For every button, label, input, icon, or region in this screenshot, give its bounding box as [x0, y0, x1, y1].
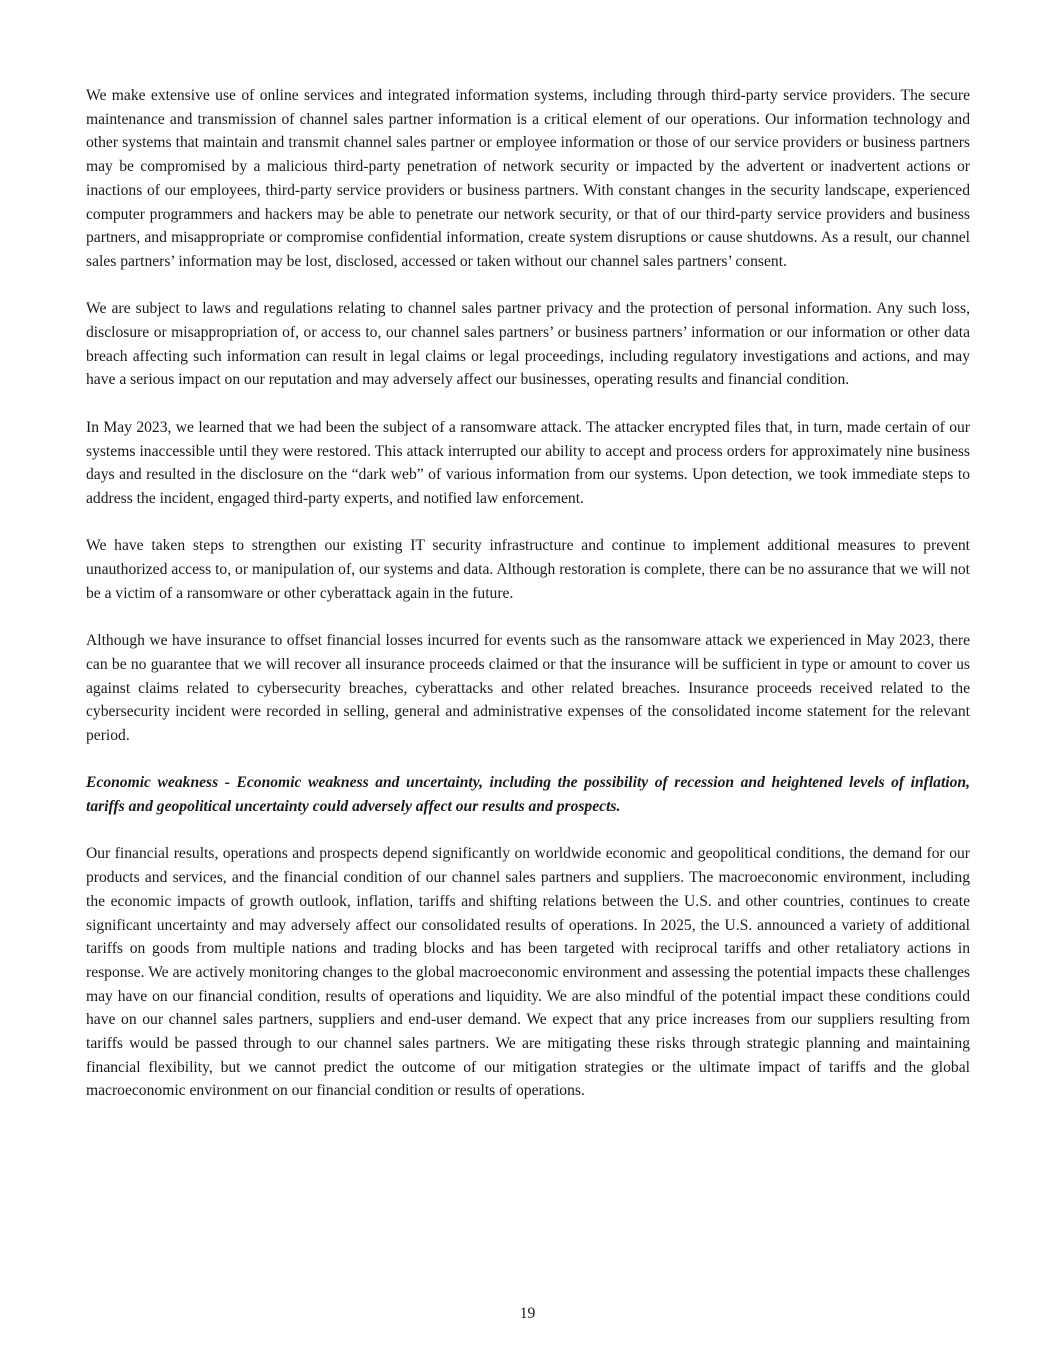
paragraph-insurance: Although we have insurance to offset financial losses incurred for events such as the ransomware attack we experienced in May 2023, there can be no guarantee that we will recover all insurance proceeds claimed or that the insurance will be sufficient in type or amount to cover us against claims related to cybersecurity breaches, cyberattacks and other related breaches. Insurance proceeds received related to the cybersecurity incident were recorded in selling, general and administrative expenses of the consolidated income statement for the relevant period.	[86, 632, 970, 744]
paragraph-privacy-regulations: We are subject to laws and regulations relating to channel sales partner privacy and the protection of personal information. Any such loss, disclosure or misappropriation of, or access to, our channel sales partners’ or business partners’ information or our information or other data breach affecting such information can result in legal claims or legal proceedings, including regulatory investigations and actions, and may have a serious impact on our reputation and may adversely affect our businesses, operating results and financial condition.	[86, 300, 970, 389]
paragraph-economic-conditions: Our financial results, operations and prospects depend significantly on worldwide economic and geopolitical conditions, the demand for our products and services, and the financial condition of our channel sales partners and suppliers. The macroeconomic environment, including the economic impacts of growth outlook, inflation, tariffs and shifting relations between the U.S. and other countries, continues to create significant uncertainty and may adversely affect our consolidated results of operations. In 2025, the U.S. announced a variety of additional tariffs on goods from multiple nations and trading blocks and has been targeted with reciprocal tariffs and other retaliatory actions in response. We are actively monitoring changes to the global macroeconomic environment and assessing the potential impacts these challenges may have on our financial condition, results of operations and liquidity. We are also mindful of the potential impact these conditions could have on our channel sales partners, suppliers and end-user demand. We expect that any price increases from our suppliers resulting from tariffs would be passed through to our channel sales partners. We are mitigating these risks through strategic planning and maintaining financial flexibility, but we cannot predict the outcome of our mitigation strategies or the ultimate impact of tariffs and the global macroeconomic environment on our financial condition or results of operations.	[86, 845, 970, 1100]
page-number: 19	[519, 1305, 536, 1322]
section-heading-economic-weakness: Economic weakness - Economic weakness and uncertainty, including the possibility of recession and heightened levels of inflation, tariffs and geopolitical uncertainty could adversely affect our results and prospects.	[86, 774, 970, 816]
paragraph-cybersecurity-systems: We make extensive use of online services and integrated information systems, including through third-party service providers. The secure maintenance and transmission of channel sales partner information is a critical element of our operations. Our information technology and other systems that maintain and transmit channel sales partner or employee information or those of our service providers or business partners may be compromised by a malicious third-party penetration of network security or impacted by the advertent or inadvertent actions or inactions of our employees, third-party service providers or business partners. With constant changes in the security landscape, experienced computer programmers and hackers may be able to penetrate our network security, or that of our third-party service providers and business partners, and misappropriate or compromise confidential information, create system disruptions or cause shutdowns. As a result, our channel sales partners’ information may be lost, disclosed, accessed or taken without our channel sales partners’ consent.	[86, 87, 970, 270]
document-body	[86, 84, 970, 1127]
paragraph-ransomware-attack: In May 2023, we learned that we had been the subject of a ransomware attack. The attacker encrypted files that, in turn, made certain of our systems inaccessible until they were restored. This attack interrupted our ability to accept and process orders for approximately nine business days and resulted in the disclosure on the “dark web” of various information from our systems. Upon detection, we took immediate steps to address the incident, engaged third-party experts, and notified law enforcement.	[86, 418, 970, 507]
paragraph-security-infrastructure: We have taken steps to strengthen our existing IT security infrastructure and continue to implement additional measures to prevent unauthorized access to, or manipulation of, our systems and data. Although restoration is complete, there can be no assurance that we will not be a victim of a ransomware or other cyberattack again in the future.	[86, 537, 970, 602]
